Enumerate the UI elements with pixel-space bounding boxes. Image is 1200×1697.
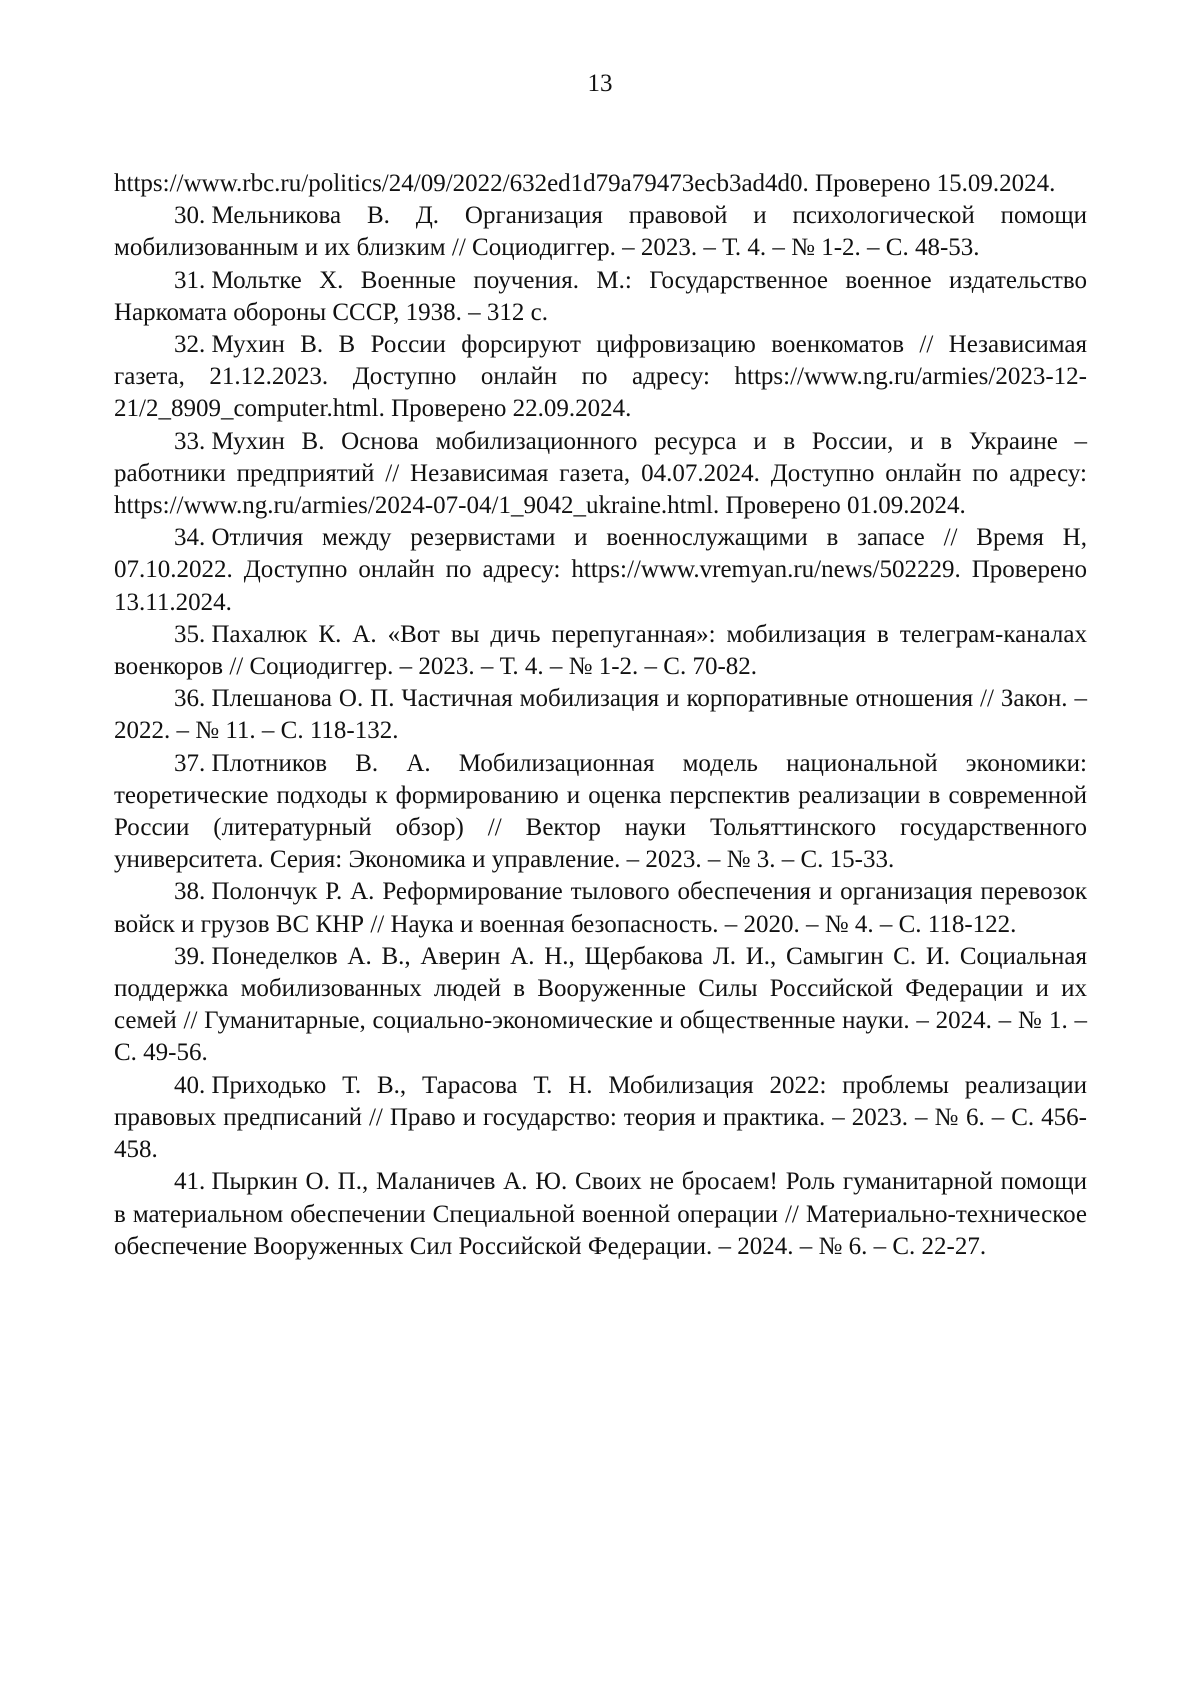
reference-number: 41.: [174, 1168, 206, 1196]
reference-list: [114, 168, 1087, 1263]
reference-item-39: [114, 941, 1087, 1070]
reference-text: Мухин В. Основа мобилизационного ресурса и в России, и в Украине – работники предприятий // Независимая газета, 04.07.2024. Доступно онлайн по адресу: https://www.ng.ru/armies/2024-07-04/1_9042_ukraine.html. Проверено 01.09.2024.: [114, 427, 1087, 520]
reference-continuation: https://www.rbc.ru/politics/24/09/2022/632ed1d79a79473ecb3ad4d0. Проверено 15.09.2024.: [114, 170, 1056, 197]
reference-text: Мухин В. В России форсируют цифровизацию военкоматов // Независимая газета, 21.12.2023. Доступно онлайн по адресу: https://www.ng.ru/armies/2023-12-21/2_8909_computer.html. Проверено 22.09.2024.: [114, 331, 1087, 423]
reference-number: 30.: [174, 202, 206, 230]
page-number: 13: [587, 70, 613, 97]
reference-item-35: [114, 619, 1087, 683]
reference-number: 36.: [174, 685, 206, 713]
reference-text: Плешанова О. П. Частичная мобилизация и корпоративные отношения // Закон. – 2022. – № 11. – С. 118-132.: [114, 685, 1087, 745]
reference-item-36: [114, 683, 1087, 747]
reference-text: Отличия между резервистами и военнослужащими в запасе // Время Н, 07.10.2022. Доступно онлайн по адресу: https://www.vremyan.ru/news/502229. Проверено 13.11.2024.: [114, 524, 1087, 616]
reference-number: 35.: [174, 620, 206, 648]
reference-item-33: [114, 426, 1087, 523]
reference-number: 32.: [174, 331, 206, 359]
reference-item-30: [114, 200, 1087, 264]
reference-text: Приходько Т. В., Тарасова Т. Н. Мобилизация 2022: проблемы реализации правовых предписаний // Право и государство: теория и практика. – 2023. – № 6. – С. 456-458.: [114, 1071, 1087, 1164]
reference-item-40: [114, 1070, 1087, 1167]
reference-number: 40.: [174, 1071, 206, 1099]
reference-number: 34.: [174, 524, 206, 552]
reference-item-31: [114, 265, 1087, 329]
reference-text: Пахалюк К. А. «Вот вы дичь перепуганная»: мобилизация в телеграм-каналах военкоров // Социодиггер. – 2023. – Т. 4. – № 1-2. – С. 70-82.: [114, 620, 1087, 681]
reference-text: Полончук Р. А. Реформирование тылового обеспечения и организация перевозок войск и грузов ВС КНР // Наука и военная безопасность. – 2020. – № 4. – С. 118-122.: [114, 878, 1087, 938]
reference-item-38: [114, 876, 1087, 940]
reference-number: 37.: [174, 749, 206, 777]
reference-item-41: [114, 1166, 1087, 1263]
reference-text: Пыркин О. П., Маланичев А. Ю. Своих не бросаем! Роль гуманитарной помощи в материальном обеспечении Специальной военной операции // Материально-техническое обеспечение Вооруженных Сил Российской Федерации. – 2024. – № 6. – С. 22-27.: [114, 1168, 1087, 1260]
reference-text: Мельникова В. Д. Организация правовой и психологической помощи мобилизованным и их близким // Социодиггер. – 2023. – Т. 4. – № 1-2. – С. 48-53.: [114, 202, 1087, 262]
reference-number: 31.: [174, 266, 206, 294]
reference-item-32: [114, 329, 1087, 426]
reference-text: Плотников В. А. Мобилизационная модель национальной экономики: теоретические подходы к формированию и оценка перспектив реализации в современной России (литературный обзор) // Вектор науки Тольяттинского государственного университета. Серия: Экономика и управление. – 2023. – № 3. – С. 15-33.: [114, 749, 1087, 874]
reference-item-37: [114, 748, 1087, 877]
reference-number: 38.: [174, 878, 206, 906]
reference-number: 39.: [174, 942, 206, 970]
reference-text: Понеделков А. В., Аверин А. Н., Щербакова Л. И., Самыгин С. И. Социальная поддержка мобилизованных людей в Вооруженные Силы Российской Федерации и их семей // Гуманитарные, социально-экономические и общественные науки. – 2024. – № 1. – С. 49-56.: [114, 942, 1087, 1067]
reference-text: Мольтке Х. Военные поучения. М.: Государственное военное издательство Наркомата обороны СССР, 1938. – 312 с.: [114, 266, 1087, 326]
reference-number: 33.: [174, 427, 206, 455]
reference-item-34: [114, 522, 1087, 619]
